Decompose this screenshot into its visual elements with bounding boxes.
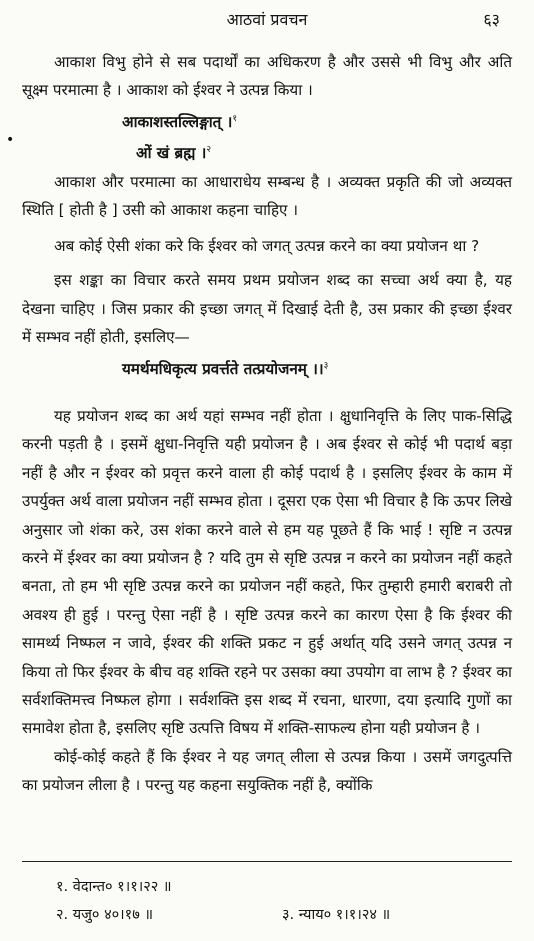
- quote-1: [22, 105, 512, 136]
- paragraph-3: अब कोई ऐसी शंका करे कि ईश्वर को जगत् उत्पन्न करने का क्या प्रयोजन था ?: [54, 237, 480, 255]
- footnote-ref-1: १: [232, 113, 238, 124]
- quote-2: [22, 136, 512, 167]
- quote-2-text: ओं खं ब्रह्म ।: [136, 144, 207, 163]
- quote-3: [22, 352, 512, 383]
- margin-mark: •: [6, 132, 15, 148]
- paragraph-4: इस शङ्का का विचार करते समय प्रथम प्रयोजन शब्द का सच्चा अर्थ क्या है, यह देखना चाहिए । जिस प्रकार की इच्छा जगत् में दिखाई देती है, उस प्रकार की इच्छा ईश्वर में सम्भव नहीं होती, इसलिए—: [22, 271, 512, 347]
- footnote-ref-3: ३: [323, 360, 329, 371]
- body-text-top: [22, 48, 512, 225]
- paragraph-1: आकाश विभु होने से सब पदार्थों का अधिकरण है और उससे भी विभु और अति सूक्ष्म परमात्मा है । आकाश को ईश्वर ने उत्पन्न किया ।: [22, 53, 512, 100]
- paragraph-2: आकाश और परमात्मा का आधाराधेय सम्बन्ध है । अव्यक्त प्रकृति की जो अव्यक्त स्थिति [ होती है ] उसी को आकाश कहना चाहिए ।: [22, 172, 512, 220]
- body-text-main: [22, 402, 512, 800]
- quote-1-text: आकाशस्तल्लिङ्गात् ।: [122, 112, 233, 131]
- quote-3-text: यमर्थमधिकृत्य प्रवर्त्तते तत्प्रयोजनम् ।।: [122, 359, 324, 378]
- paragraph-6: कोई-कोई कहते हैं कि ईश्वर ने यह जगत् लीला से उत्पन्न किया । उसमें जगदुत्पत्ति का प्रयोजन लीला है । परन्तु यह कहना सयुक्तिक नहीं है, क्योंकि: [22, 747, 512, 795]
- footnote-2: २. यजु० ४०।१७ ॥: [56, 907, 154, 923]
- page-number: ६३: [483, 10, 500, 29]
- footnote-1: १. वेदान्त० १।१।२२ ॥: [56, 879, 172, 895]
- running-header-title: आठवां प्रवचन: [226, 10, 308, 29]
- footnote-ref-2: २: [206, 145, 212, 156]
- footnote-3: ३. न्याय० १।१।२४ ॥: [282, 907, 391, 923]
- footnote-divider: [22, 861, 512, 862]
- body-text-mid: [22, 232, 512, 383]
- paragraph-5: यह प्रयोजन शब्द का अर्थ यहां सम्भव नहीं होता । क्षुधानिवृत्ति के लिए पाक-सिद्धि करनी पड़ती है । इसमें क्षुधा-निवृत्ति यही प्रयोजन है । अब ईश्वर से कोई भी पदार्थ बड़ा नहीं है और न ईश्वर को प्रवृत्त करने वाला ही कोई पदार्थ है । इसलिए ईश्वर के काम में उपर्युक्त अर्थ वाला प्रयोजन नहीं सम्भव होता । दूसरा एक ऐसा भी विचार है कि ऊपर लिखे अनुसार जो शंका करे, उस शंका करने वाले से हम यह पूछते हैं कि भाई ! सृष्टि न उत्पन्न करने में ईश्वर का क्या प्रयोजन है ? यदि तुम से सृष्टि उत्पन्न न करने का प्रयोजन नहीं कहते बनता, तो हम भी सृष्टि उत्पन्न करने का प्रयोजन नहीं कहते, फिर तुम्हारी हमारी बराबरी तो अवश्य ही हुई । परन्तु ऐसा नहीं है । सृष्टि उत्पन्न करने का कारण ऐसा है कि ईश्वर की सामर्थ्य निष्फल न जावे, ईश्वर की शक्ति प्रकट न हुई अर्थात् यदि उसने जगत् उत्पन्न न किया तो फिर ईश्वर के बीच वह शक्ति रहने पर उसका क्या उपयोग वा लाभ है ? ईश्वर का सर्वशक्तिमत्त्व निष्फल होगा । सर्वशक्ति इस शब्द में रचना, धारणा, दया इत्यादि गुणों का समावेश होता है, इसलिए सृष्टि उत्पत्ति विषय में शक्ति-साफल्य होना यही प्रयोजन है ।: [22, 407, 512, 738]
